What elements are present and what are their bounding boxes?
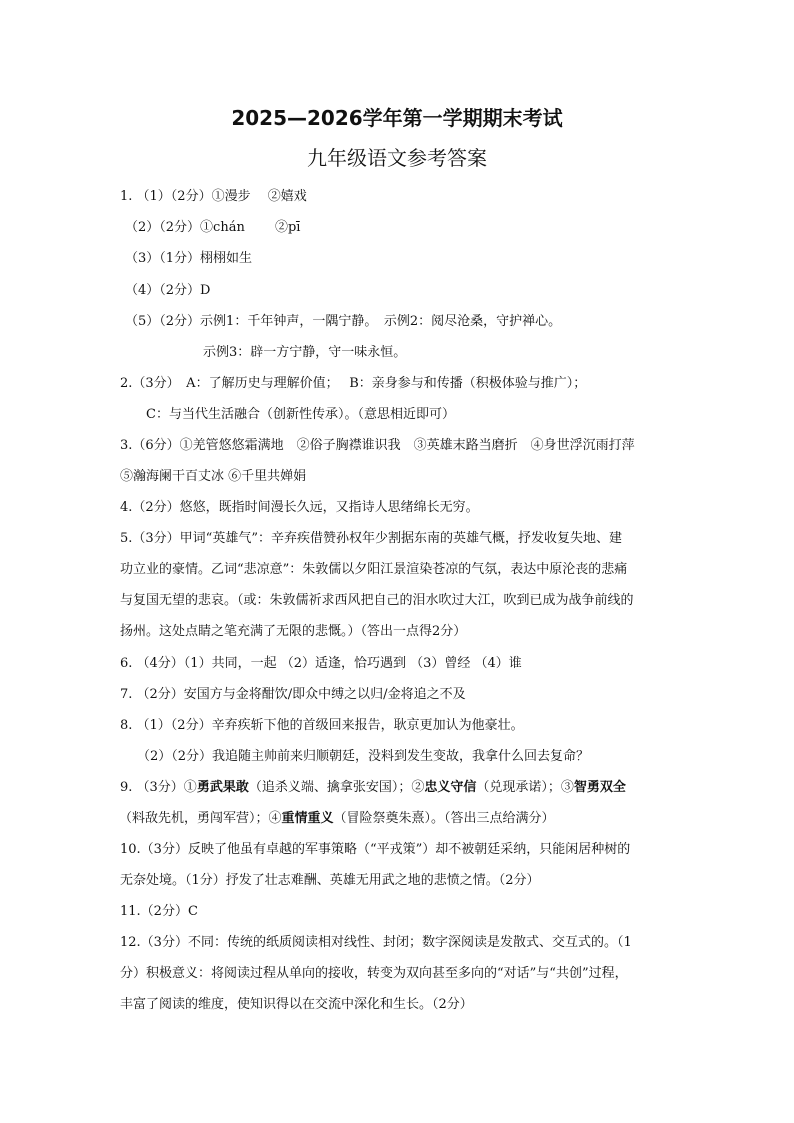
answer-1-part-3: （3）（1分）栩栩如生: [125, 251, 253, 266]
trait-brave: 勇武果敢: [196, 780, 249, 795]
trait-wise-detail: （料敌先机，勇闯军营）；④: [119, 811, 282, 826]
trait-wise: 智勇双全: [573, 780, 626, 795]
answer-1-part-5: （5）（2分）示例1：千年钟声，一隅宁静。 示例2：阅尽沧桑，守护禅心。: [125, 314, 562, 329]
answer-9-lead: 9. （3分）①: [120, 780, 197, 795]
trait-brave-detail: （追杀义端、擒拿张安国）；②: [248, 780, 425, 795]
answer-5-line-4: 扬州。这处点睛之笔充满了无限的悲慨。）（答出一点得2分）: [120, 624, 467, 639]
answer-5-line-3: 与复国无望的悲哀。（或：朱敦儒祈求西风把自己的泪水吹过大江，吹到已成为战争前线的: [120, 593, 634, 608]
answer-12-line-3: 丰富了阅读的维度，使知识得以在交流中深化和生长。（2分）: [120, 997, 473, 1012]
answer-5-line-2: 功立业的豪情。乙词“悲凉意”：朱敦儒以夕阳江景渲染苍凉的气氛，表达中原沦丧的悲痛: [120, 562, 628, 577]
answer-6: 6. （4分）（1）共同，一起 （2）适逢，恰巧遇到 （3）曾经 （4）谁: [120, 656, 522, 671]
trait-affectionate: 重情重义: [281, 811, 334, 826]
answer-2: 2.（3分） A：了解历史与理解价值； B：亲身参与和传播（积极体验与推广）；: [120, 376, 587, 391]
answer-11: 11.（2分）C: [120, 904, 198, 919]
answer-12: 12.（3分）不同：传统的纸质阅读相对线性、封闭；数字深阅读是发散式、交互式的。（1: [120, 935, 632, 950]
trait-affectionate-detail: （冒险祭奠朱熹）。（答出三点给满分）: [333, 811, 555, 826]
answer-1-part-2: （2）（2分）①chán ②pī: [125, 220, 301, 235]
answer-12-line-2: 分）积极意义：将阅读过程从单向的接收，转变为双向甚至多向的“对话”与“共创”过程，: [120, 966, 628, 981]
answer-10: 10.（3分）反映了他虽有卓越的军事策略（“平戎策”）却不被朝廷采纳，只能闲居种树的: [120, 842, 631, 857]
exam-title: 2025—2026学年第一学期期末考试: [231, 106, 563, 130]
answer-key-subtitle: 九年级语文参考答案: [307, 146, 487, 170]
answer-1-part-1: 1. （1）（2分）①漫步 ②嬉戏: [120, 189, 307, 204]
answer-3-continued: ⑤瀚海阑干百丈冰 ⑥千里共婵娟: [120, 469, 307, 484]
answer-8-part-1: 8. （1）（2分）辛弃疾斩下他的首级回来报告，耿京更加认为他豪壮。: [120, 718, 524, 733]
answer-8-part-2: （2）（2分）我追随主帅前来归顺朝廷，没料到发生变故，我拿什么回去复命？: [137, 749, 590, 764]
trait-loyal: 忠义守信: [424, 780, 477, 795]
answer-7: 7. （2分）安国方与金将酣饮/即众中缚之以归/金将追之不及: [120, 687, 466, 702]
answer-3: 3.（6分）①羌管悠悠霜满地 ②俗子胸襟谁识我 ③英雄末路当磨折 ④身世浮沉雨打萍: [120, 438, 635, 453]
answer-5: 5.（3分）甲词“英雄气”：辛弃疾借赞孙权年少割据东南的英雄气概，抒发收复失地、建: [120, 531, 622, 546]
trait-loyal-detail: （兑现承诺）；③: [476, 780, 574, 795]
answer-9-continued: [119, 810, 679, 828]
answer-4: 4.（2分）悠悠，既指时间漫长久远，又指诗人思绪绵长无穷。: [120, 500, 479, 515]
answer-2-continued: C：与当代生活融合（创新性传承）。（意思相近即可）: [146, 407, 455, 422]
answer-9: [120, 779, 680, 797]
answer-1-part-5-example-3: 示例3：辟一方宁静，守一味永恒。: [203, 345, 407, 360]
answer-1-part-4: （4）（2分）D: [125, 283, 211, 298]
answer-10-continued: 无奈处境。（1分）抒发了壮志难酬、英雄无用武之地的悲愤之情。（2分）: [120, 873, 540, 888]
